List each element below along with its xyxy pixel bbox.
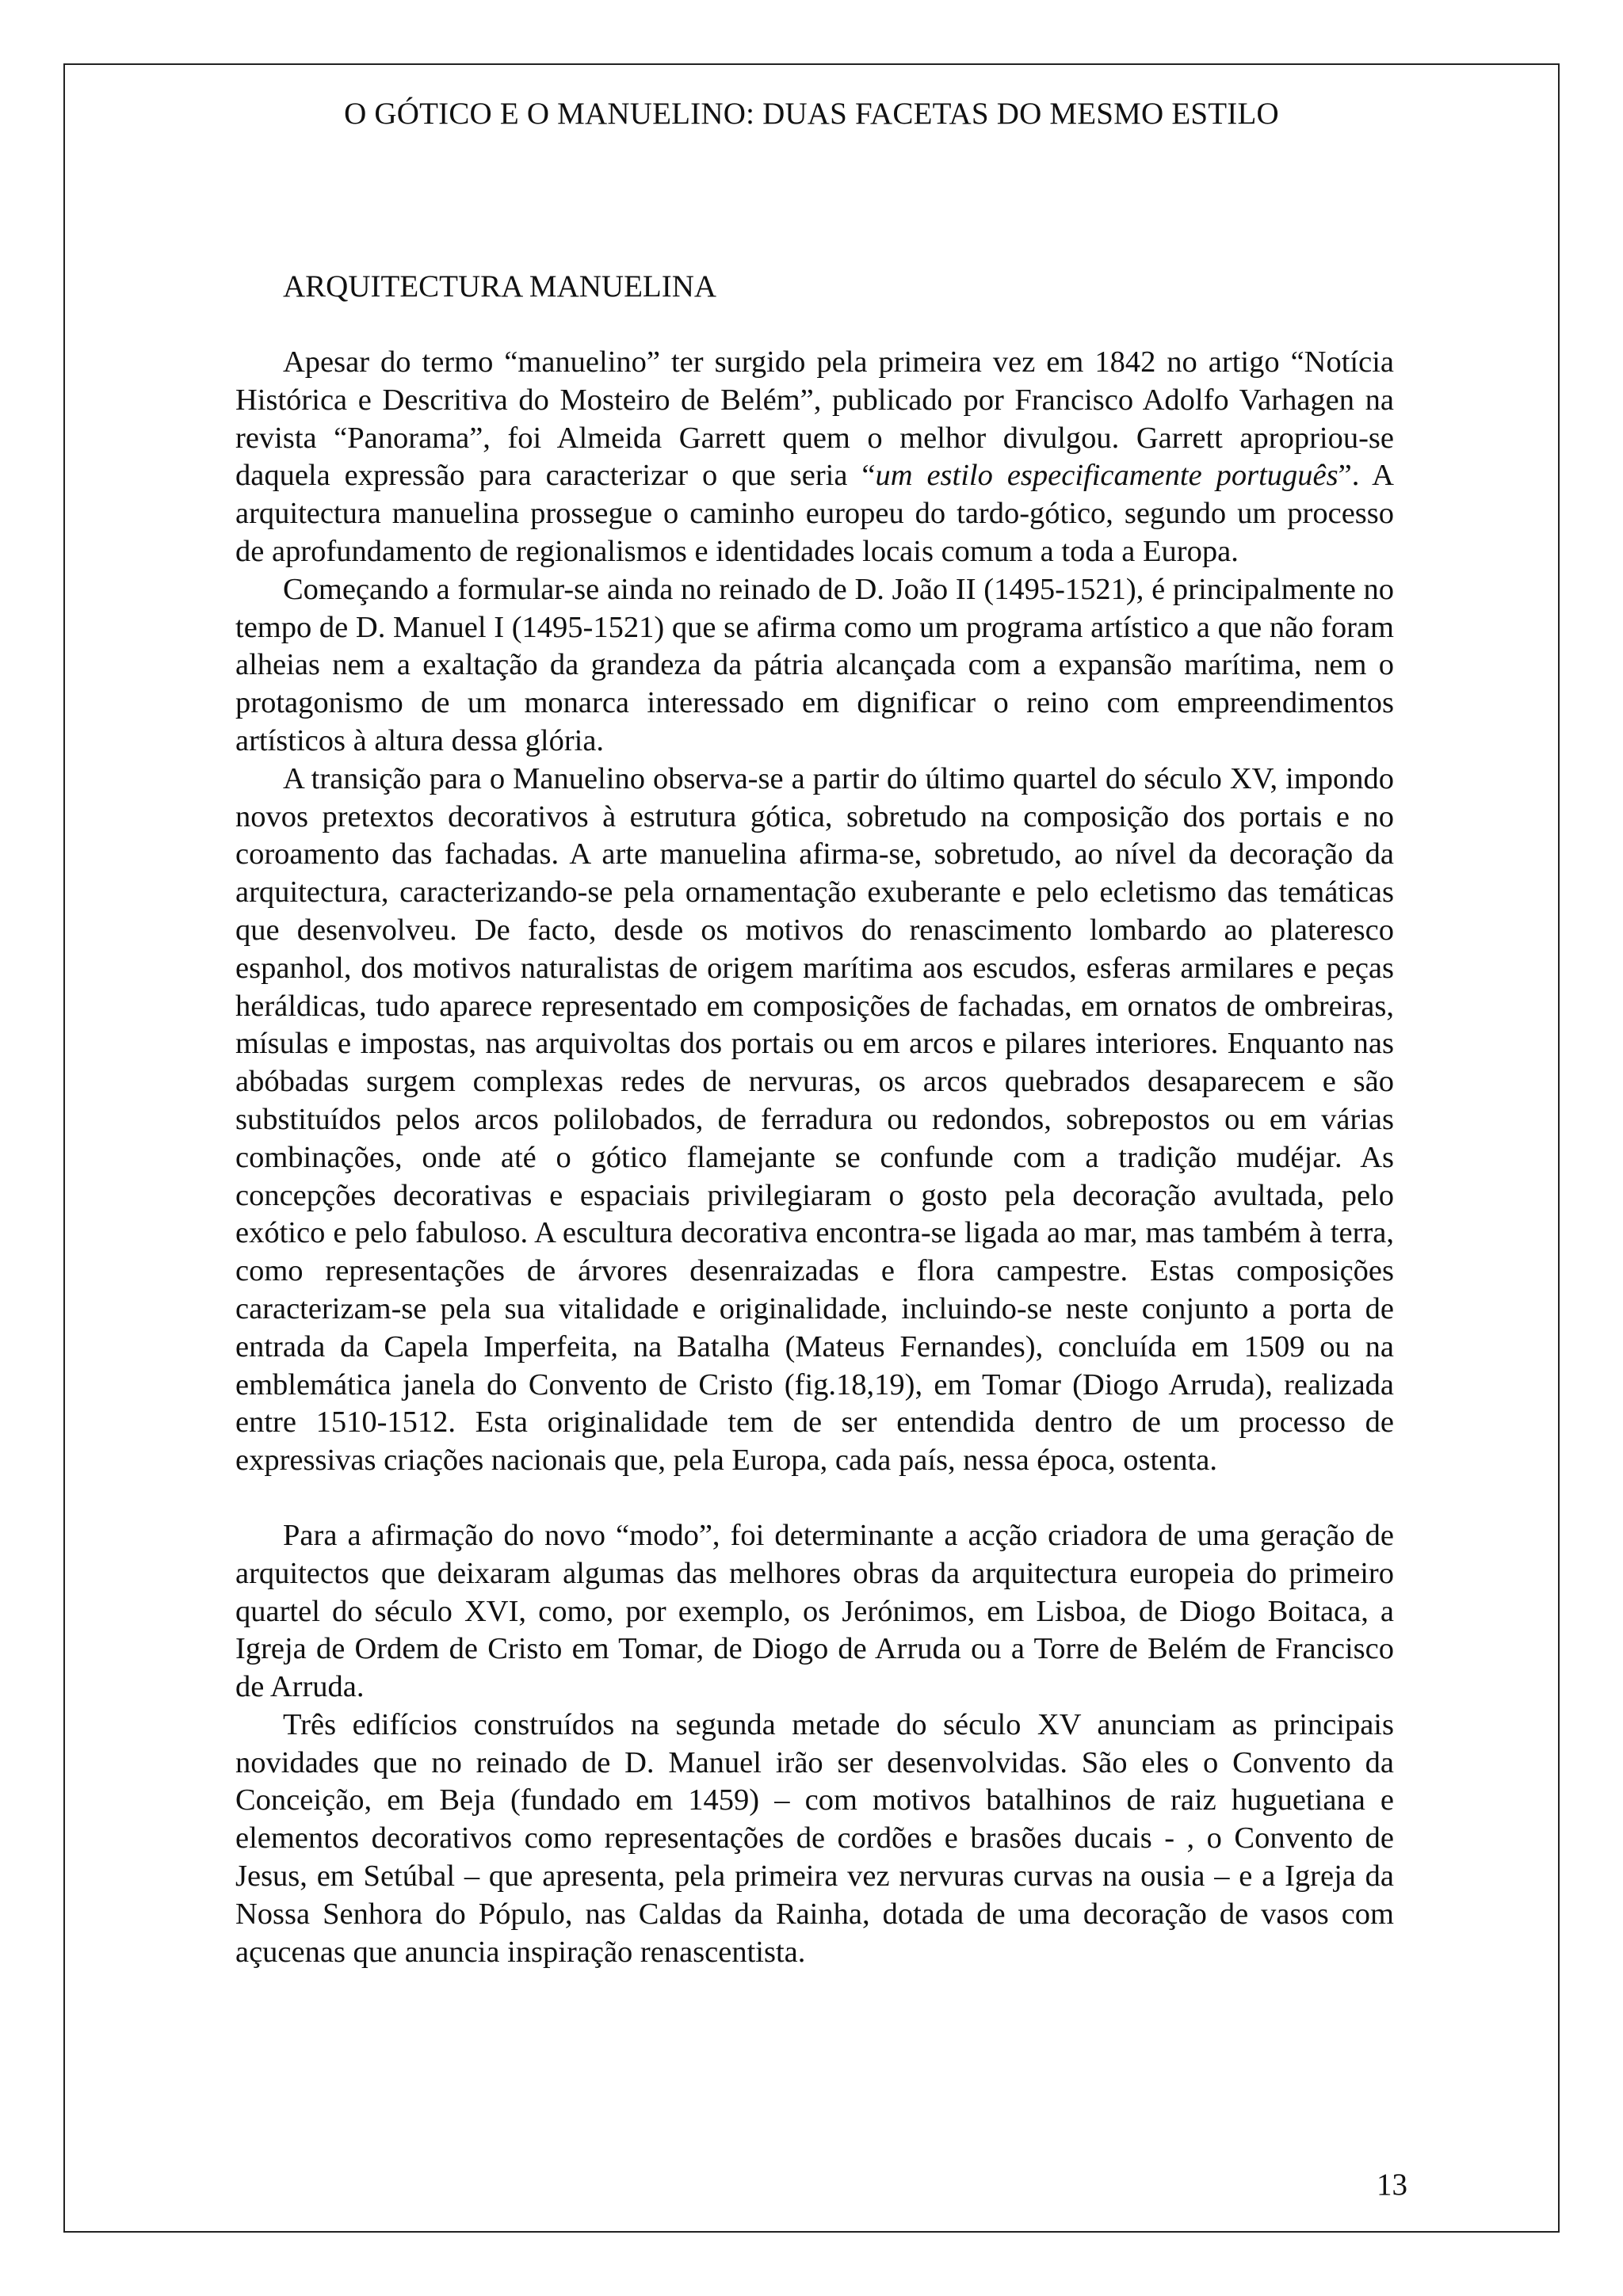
- paragraph-1-italic-quote: um estilo especificamente português: [875, 459, 1338, 493]
- paragraph-4: Para a afirmação do novo “modo”, foi determinante a acção criadora de uma geração de arquitectos que deixaram algumas das melhores obras da arquitectura europeia do primeiro quartel do século XVI, como, por exemplo, os Jerónimos, em Lisboa, de Diogo Boitaca, a Igreja de Ordem de Cristo em Tomar, de Diogo de Arruda ou a Torre de Belém de Francisco de Arruda.: [235, 1518, 1394, 1704]
- running-header: O GÓTICO E O MANUELINO: DUAS FACETAS DO MESMO ESTILO: [344, 97, 1279, 131]
- page-number: 13: [1377, 2168, 1407, 2202]
- paragraph-1: [235, 344, 1394, 571]
- document-body: [235, 266, 1394, 1971]
- paragraph-3: A transição para o Manuelino observa-se a partir do último quartel do século XV, impondo novos pretextos decorativos à estrutura gótica, sobretudo na composição dos portais e no coroamento das fachadas. A arte manuelina afirma-se, sobretudo, ao nível da decoração da arquitectura, caracterizando-se pela ornamentação exuberante e pelo ecletismo das temáticas que desenvolveu. De facto, desde os motivos do renascimento lombardo ao plateresco espanhol, dos motivos naturalistas de origem marítima aos escudos, esferas armilares e peças heráldicas, tudo aparece representado em composições de fachadas, em ornatos de ombreiras, mísulas e impostas, nas arquivoltas dos portais ou em arcos e pilares interiores. Enquanto nas abóbadas surgem complexas redes de nervuras, os arcos quebrados desaparecem e são substituídos pelos arcos polilobados, de ferradura ou redondos, sobrepostos ou em várias combinações, onde até o gótico flamejante se confunde com a tradição mudéjar. As concepções decorativas e espaciais privilegiaram o gosto pela decoração avultada, pelo exótico e pelo fabuloso. A escultura decorativa encontra-se ligada ao mar, mas também à terra, como representações de árvores desenraizadas e flora campestre. Estas composições caracterizam-se pela sua vitalidade e originalidade, incluindo-se neste conjunto a porta de entrada da Capela Imperfeita, na Batalha (Mateus Fernandes), concluída em 1509 ou na emblemática janela do Convento de Cristo (fig.18,19), em Tomar (Diogo Arruda), realizada entre 1510-1512. Esta originalidade tem de ser entendida dentro de um processo de expressivas criações nacionais que, pela Europa, cada país, nessa época, ostenta.: [235, 761, 1394, 1478]
- paragraph-5: Três edifícios construídos na segunda metade do século XV anunciam as principais novidades que no reinado de D. Manuel irão ser desenvolvidas. São eles o Convento da Conceição, em Beja (fundado em 1459) – com motivos batalhinos de raiz huguetiana e elementos decorativos como representações de cordões e brasões ducais - , o Convento de Jesus, em Setúbal – que apresenta, pela primeira vez nervuras curvas na ousia – e a Igreja da Nossa Senhora do Pópulo, nas Caldas da Rainha, dotada de uma decoração de vasos com açucenas que anuncia inspiração renascentista.: [235, 1707, 1394, 1969]
- paragraph-1-text-end: ”. A arquitectura manuelina prossegue o caminho europeu do tardo-gótico, segundo um processo de aprofundamento de regionalismos e identidades locais comum a toda a Europa.: [235, 459, 1394, 568]
- paragraph-1-text-start: Apesar do termo “manuelino” ter surgido pela primeira vez em 1842 no artigo “Notícia Histórica e Descritiva do Mosteiro de Belém”, publicado por Francisco Adolfo Varhagen na revista “Panorama”, foi Almeida Garrett quem o melhor divulgou. Garrett apropriou-se daquela expressão para caracterizar o que seria “: [235, 345, 1394, 493]
- paragraph-2: Começando a formular-se ainda no reinado de D. João II (1495-1521), é principalmente no tempo de D. Manuel I (1495-1521) que se afirma como um programa artístico a que não foram alheias nem a exaltação da grandeza da pátria alcançada com a expansão marítima, nem o protagonismo de um monarca interessado em dignificar o reino com empreendimentos artísticos à altura dessa glória.: [235, 572, 1394, 757]
- section-title: ARQUITECTURA MANUELINA: [283, 269, 717, 303]
